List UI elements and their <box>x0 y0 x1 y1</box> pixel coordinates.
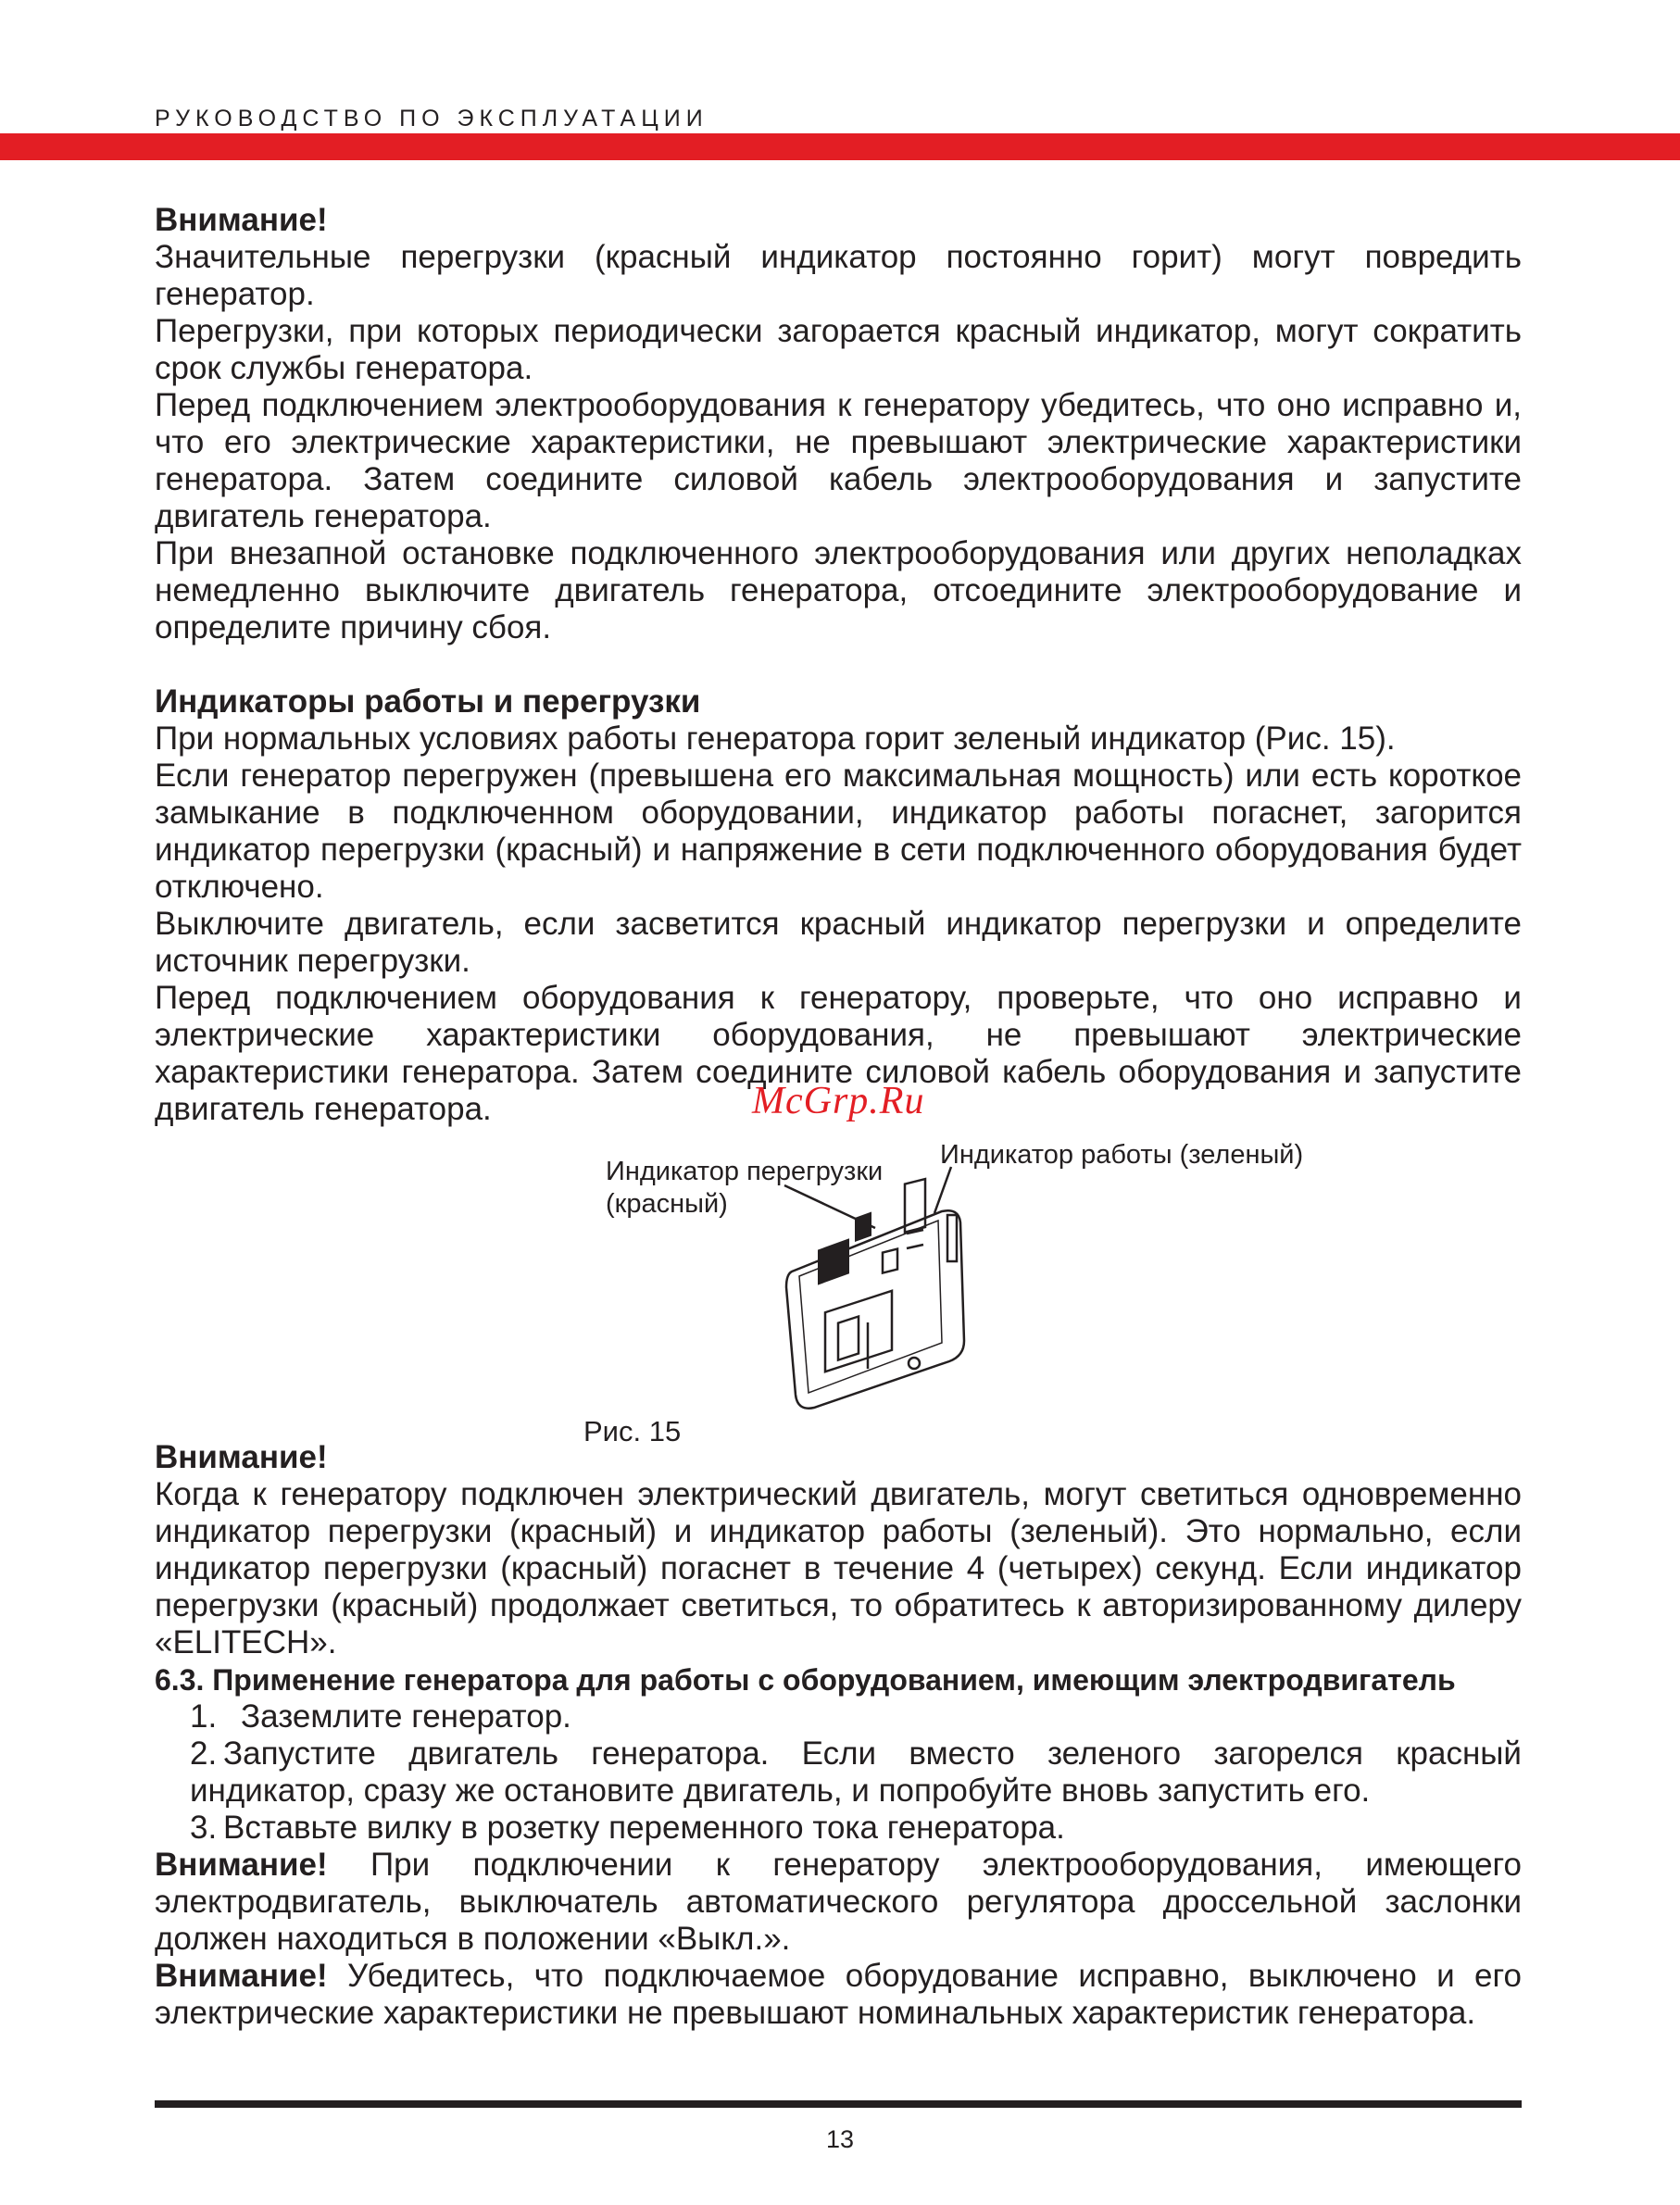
list-item-number: 1. <box>190 1698 218 1735</box>
list-item-number: 3. <box>190 1810 218 1846</box>
list-item <box>155 1735 1522 1810</box>
leader-line-work <box>934 1167 951 1213</box>
figure-caption: Рис. 15 <box>583 1415 682 1447</box>
warning-text: При подключении к генератору электрооборудования, имеющего электродвигатель, выключатель автоматического регулятора дроссельной заслонки должен находиться в положении «Выкл.». <box>155 1847 1522 1957</box>
paragraph: Перегрузки, при которых периодически загорается красный индикатор, могут сократить срок службы генератора. <box>155 313 1522 386</box>
control-panel-illustration <box>766 1165 1007 1443</box>
paragraph: Когда к генератору подключен электрический двигатель, могут светиться одновременно индикатор перегрузки (красный) и индикатор работы (зеленый). Это нормально, если индикатор перегрузки (красный) погаснет в течение 4 (четырех) секунд. Если индикатор перегрузки (красный) продолжает светиться, то обратитесь к авторизированному дилеру «ELITECH». <box>155 1476 1522 1660</box>
list-item-text: Запустите двигатель генератора. Если вместо зеленого загорелся красный индикатор, сразу же остановите двигатель, и попробуйте вновь запустить его. <box>190 1735 1522 1809</box>
warning-heading: Внимание! <box>155 1439 328 1475</box>
paragraph: Выключите двигатель, если засветится красный индикатор перегрузки и определите источник перегрузки. <box>155 906 1522 979</box>
list-item <box>155 1698 1522 1735</box>
page-number: 13 <box>825 2125 855 2153</box>
list-item-text: Вставьте вилку в розетку переменного тока генератора. <box>223 1810 1065 1846</box>
warning-paragraph <box>155 1958 1522 2032</box>
warning-label: Внимание! <box>155 1958 328 1994</box>
footer-rule <box>155 2100 1522 2108</box>
watermark-logo: McGrp.Ru <box>752 1080 925 1122</box>
paragraph: При внезапной остановке подключенного электрооборудования или других неполадках немедленно выключите двигатель генератора, отсоедините электрооборудование и определите причину сбоя. <box>155 535 1522 645</box>
paragraph: При нормальных условиях работы генератора горит зеленый индикатор (Рис. 15). <box>155 720 1396 757</box>
list-item-text: Заземлите генератор. <box>241 1698 571 1735</box>
list-item <box>155 1810 1522 1847</box>
section-title-6-3: 6.3. Применение генератора для работы с оборудованием, имеющим электродвигатель <box>155 1663 1456 1697</box>
warning-label: Внимание! <box>155 1847 328 1883</box>
warning-text: Убедитесь, что подключаемое оборудование исправно, выключено и его электрические характеристики не превышают номинальных характеристик генератора. <box>155 1958 1522 2031</box>
panel-outline <box>786 1210 964 1409</box>
steps-list <box>155 1698 1522 1847</box>
section-heading-indicators: Индикаторы работы и перегрузки <box>155 683 701 720</box>
figure-15 <box>155 1128 1522 1447</box>
label-work-indicator: Индикатор работы (зеленый) <box>940 1140 1304 1170</box>
warning-paragraph <box>155 1847 1522 1958</box>
header-red-bar <box>0 133 1680 160</box>
list-item-number: 2. <box>190 1735 218 1772</box>
paragraph: Перед подключением оборудования к генератору, проверьте, что оно исправно и электрические характеристики оборудования, не превышают электрические характеристики генератора. Затем соедините силовой кабель оборудования и запустите двигатель генератора. <box>155 980 1522 1127</box>
paragraph: Перед подключением электрооборудования к генератору убедитесь, что оно исправно и, что его электрические характеристики, не превышают электрические характеристики генератора. Затем соедините силовой кабель электрооборудования и запустите двигатель генератора. <box>155 387 1522 534</box>
label-overload-line1: Индикатор перегрузки <box>606 1157 884 1186</box>
paragraph: Значительные перегрузки (красный индикатор постоянно горит) могут повредить генератор. <box>155 239 1522 312</box>
running-header: РУКОВОДСТВО ПО ЭКСПЛУАТАЦИИ <box>155 106 708 132</box>
spacer <box>155 646 1522 683</box>
overload-indicator-icon <box>855 1212 871 1243</box>
warning-heading: Внимание! <box>155 202 328 238</box>
label-overload-line2: (красный) <box>606 1189 728 1219</box>
paragraph: Если генератор перегружен (превышена его максимальная мощность) или есть короткое замыкание в подключенном оборудовании, индикатор работы погаснет, загорится индикатор перегрузки (красный) и напряжение в сети подключенного оборудования будет отключено. <box>155 758 1522 905</box>
